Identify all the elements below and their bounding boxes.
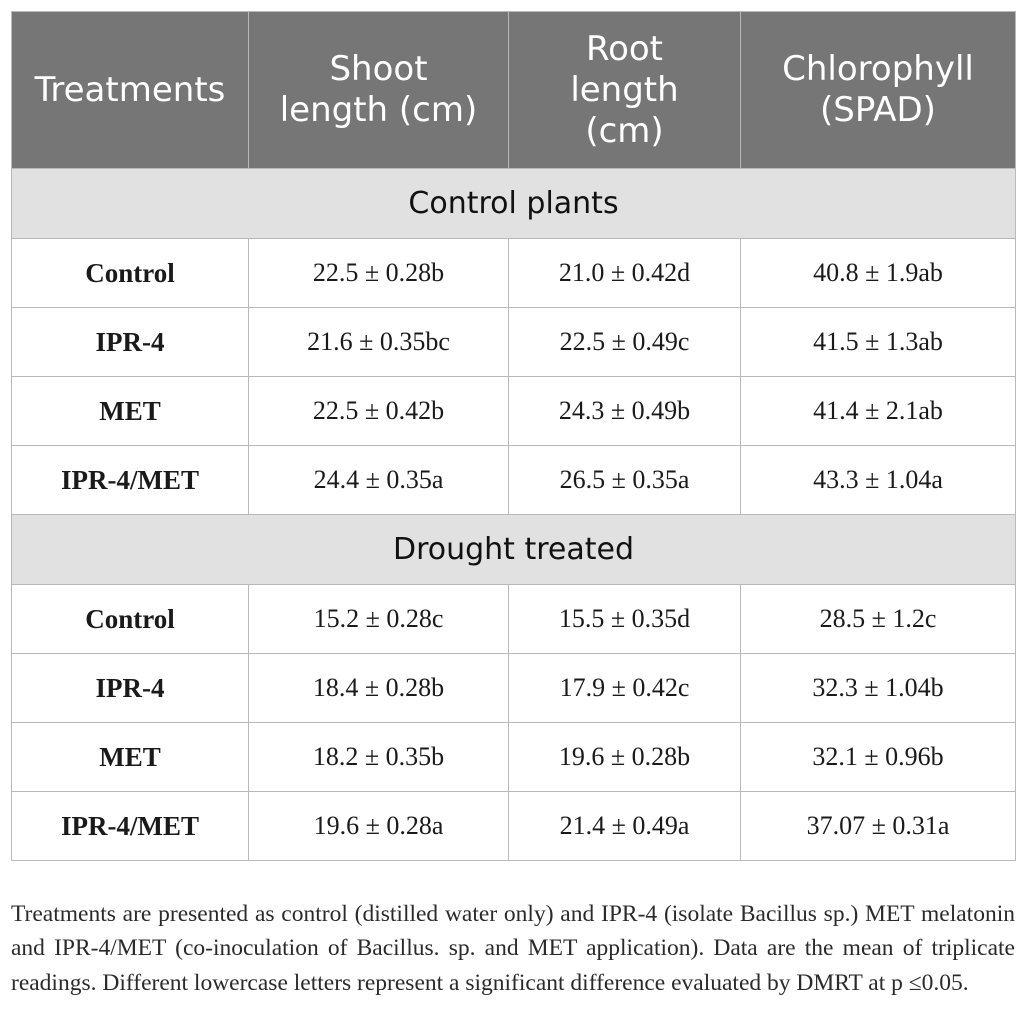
table-footnote: Treatments are presented as control (distilled water only) and IPR-4 (isolate Bacillus sp.) MET melatonin and IPR-4/MET (co-inoculation of Bacillus. sp. and MET application). Data are the mean of triplicate readings. Different lowercase letters represent a significant difference evaluated by DMRT at p ≤0.05. — [11, 900, 1015, 996]
chlorophyll-cell: 32.3 ± 1.04b — [741, 654, 1016, 723]
chlorophyll-cell: 32.1 ± 0.96b — [741, 723, 1016, 792]
root-length-cell: 19.6 ± 0.28b — [509, 723, 741, 792]
header-root-length: Root length (cm) — [509, 12, 741, 169]
table-row — [12, 377, 1016, 446]
chlorophyll-cell: 40.8 ± 1.9ab — [741, 239, 1016, 308]
shoot-length-cell: 19.6 ± 0.28a — [249, 792, 509, 861]
header-treatments: Treatments — [12, 12, 249, 169]
group-row-drought-treated — [12, 515, 1016, 585]
root-length-cell: 24.3 ± 0.49b — [509, 377, 741, 446]
chlorophyll-cell: 41.5 ± 1.3ab — [741, 308, 1016, 377]
table-row — [12, 723, 1016, 792]
treatment-cell: Control — [12, 239, 249, 308]
treatment-cell: IPR-4/MET — [12, 446, 249, 515]
shoot-length-cell: 22.5 ± 0.28b — [249, 239, 509, 308]
table-row — [12, 792, 1016, 861]
root-length-cell: 22.5 ± 0.49c — [509, 308, 741, 377]
shoot-length-cell: 18.4 ± 0.28b — [249, 654, 509, 723]
table-row — [12, 654, 1016, 723]
root-length-cell: 21.4 ± 0.49a — [509, 792, 741, 861]
data-table-container — [11, 11, 1015, 861]
shoot-length-cell: 15.2 ± 0.28c — [249, 585, 509, 654]
shoot-length-cell: 24.4 ± 0.35a — [249, 446, 509, 515]
treatment-cell: Control — [12, 585, 249, 654]
chlorophyll-cell: 43.3 ± 1.04a — [741, 446, 1016, 515]
group-row-control-plants — [12, 169, 1016, 239]
treatment-cell: IPR-4/MET — [12, 792, 249, 861]
shoot-length-cell: 21.6 ± 0.35bc — [249, 308, 509, 377]
root-length-cell: 17.9 ± 0.42c — [509, 654, 741, 723]
chlorophyll-cell: 41.4 ± 2.1ab — [741, 377, 1016, 446]
header-chlorophyll: Chlorophyll (SPAD) — [741, 12, 1016, 169]
root-length-cell: 15.5 ± 0.35d — [509, 585, 741, 654]
chlorophyll-cell: 28.5 ± 1.2c — [741, 585, 1016, 654]
treatment-cell: IPR-4 — [12, 654, 249, 723]
group-title: Drought treated — [12, 515, 1016, 585]
results-table — [11, 11, 1016, 861]
shoot-length-cell: 18.2 ± 0.35b — [249, 723, 509, 792]
shoot-length-cell: 22.5 ± 0.42b — [249, 377, 509, 446]
table-row — [12, 585, 1016, 654]
chlorophyll-cell: 37.07 ± 0.31a — [741, 792, 1016, 861]
table-row — [12, 446, 1016, 515]
root-length-cell: 21.0 ± 0.42d — [509, 239, 741, 308]
table-row — [12, 239, 1016, 308]
header-shoot-length: Shoot length (cm) — [249, 12, 509, 169]
root-length-cell: 26.5 ± 0.35a — [509, 446, 741, 515]
table-row — [12, 308, 1016, 377]
header-row — [12, 12, 1016, 169]
group-title: Control plants — [12, 169, 1016, 239]
treatment-cell: MET — [12, 377, 249, 446]
treatment-cell: IPR-4 — [12, 308, 249, 377]
treatment-cell: MET — [12, 723, 249, 792]
